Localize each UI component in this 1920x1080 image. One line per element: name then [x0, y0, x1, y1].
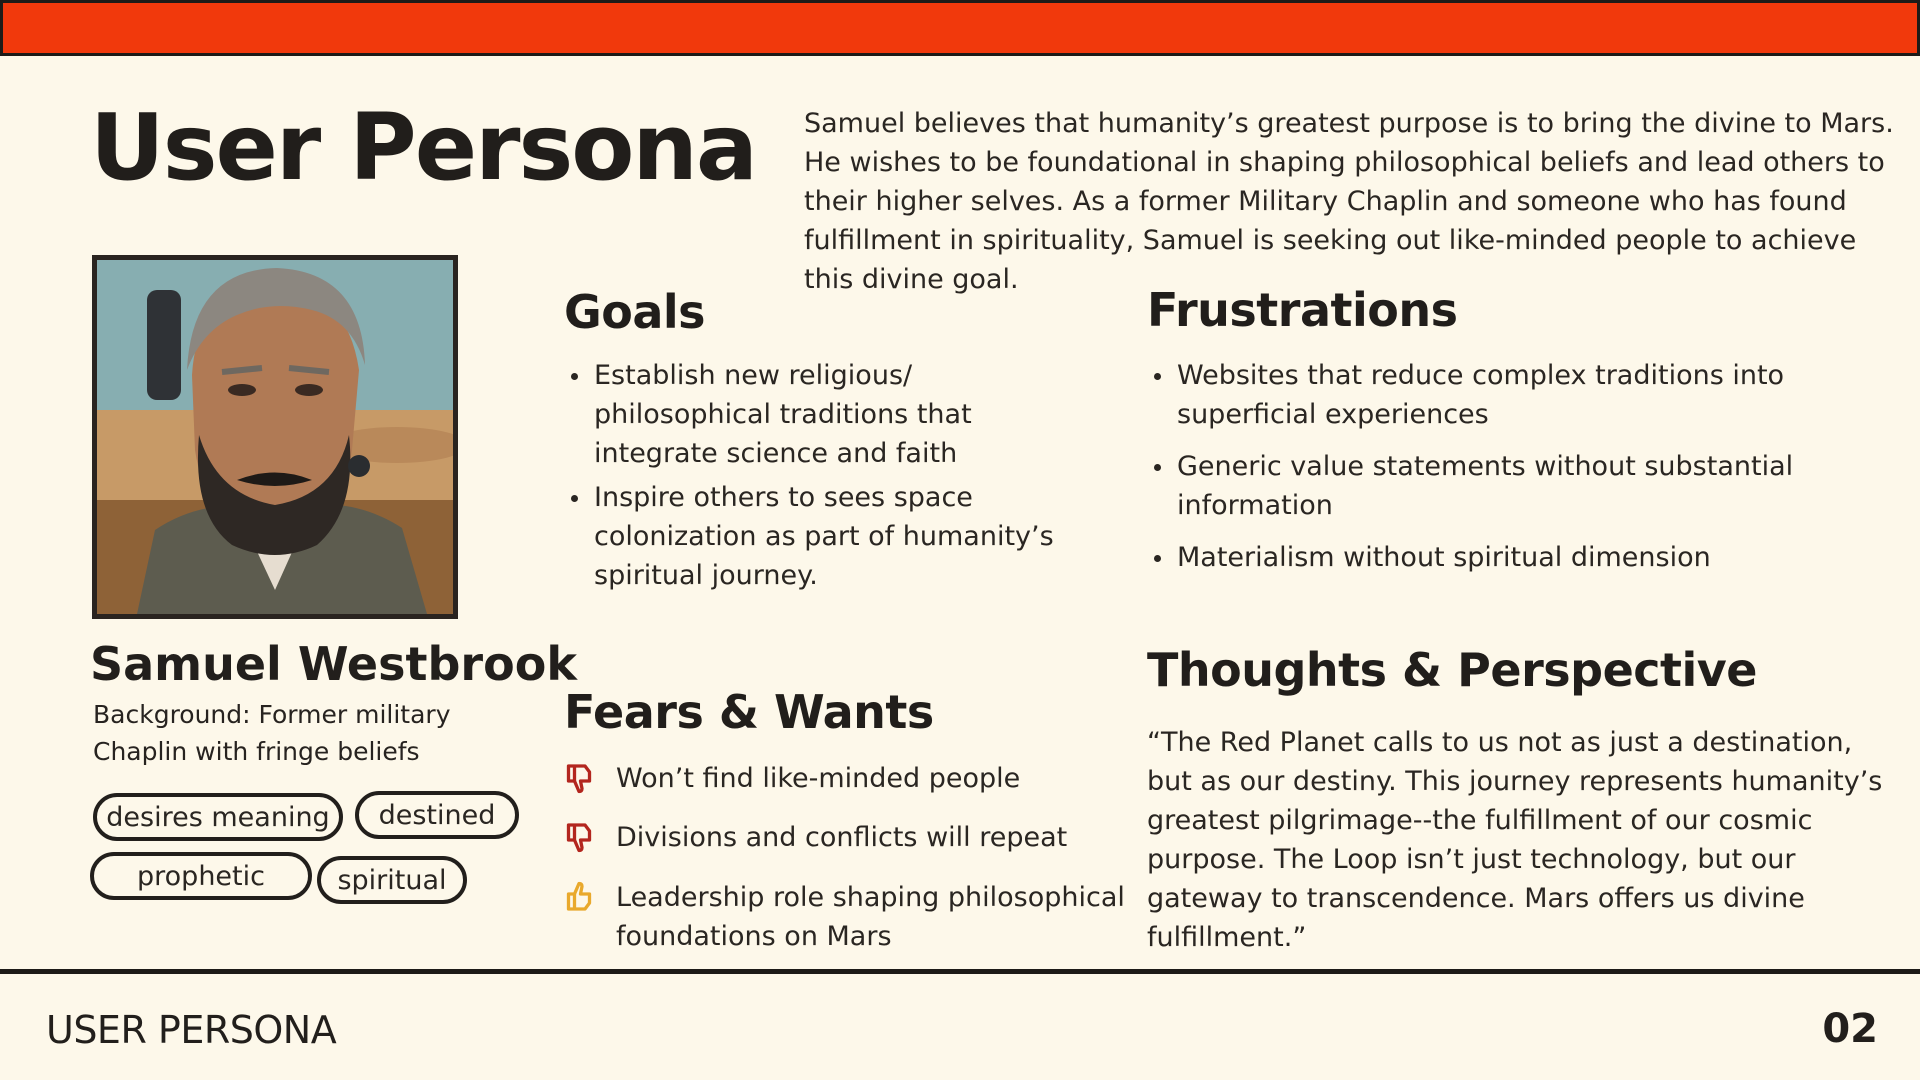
- tag-spiritual: spiritual: [317, 856, 467, 904]
- fear-item: [564, 759, 1124, 798]
- tag-desires-meaning: desires meaning: [93, 793, 343, 841]
- frustrations-heading: Frustrations: [1147, 283, 1458, 337]
- tag-destined: destined: [355, 791, 519, 839]
- goal-item: Inspire others to sees space colonization as part of humanity’s spiritual journey.: [564, 478, 1084, 595]
- thoughts-heading: Thoughts & Perspective: [1147, 643, 1757, 697]
- goals-heading: Goals: [564, 285, 706, 339]
- fear-text: Won’t find like-minded people: [616, 763, 1021, 794]
- thumbs-down-icon: [564, 760, 600, 796]
- persona-background: Background: Former military Chaplin with fringe beliefs: [93, 700, 451, 766]
- fear-text: Divisions and conflicts will repeat: [616, 822, 1068, 853]
- frustration-item: Generic value statements without substantial information: [1147, 447, 1847, 525]
- frustrations-list: [1147, 356, 1847, 577]
- goal-item: Establish new religious/ philosophical traditions that integrate science and faith: [564, 356, 1084, 473]
- persona-quote: “The Red Planet calls to us not as just a destination, but as our destiny. This journey represents humanity’s greatest pilgrimage--the fulfillment of our cosmic purpose. The Loop isn’t just technology, but our gateway to transcendence. Mars offers us divine fulfillment.”: [1147, 727, 1883, 953]
- goals-list: [564, 356, 1084, 595]
- thumbs-down-icon: [564, 819, 600, 855]
- footer-divider: [0, 969, 1920, 974]
- page-title: User Persona: [90, 94, 756, 201]
- footer-label: USER PERSONA: [46, 1008, 337, 1052]
- frustration-item: Websites that reduce complex traditions into superficial experiences: [1147, 356, 1847, 434]
- fear-item: [564, 818, 1124, 857]
- fears-wants-heading: Fears & Wants: [564, 685, 934, 739]
- persona-name: Samuel Westbrook: [90, 637, 577, 691]
- portrait-illustration: [97, 260, 453, 614]
- want-text: Leadership role shaping philosophical foundations on Mars: [616, 882, 1125, 952]
- top-accent-bar: [0, 0, 1920, 56]
- frustration-item: Materialism without spiritual dimension: [1147, 538, 1847, 577]
- thumbs-up-icon: [564, 879, 600, 915]
- persona-photo: [92, 255, 458, 619]
- tag-prophetic: prophetic: [90, 852, 312, 900]
- page-number: 02: [1822, 1006, 1878, 1052]
- persona-summary: Samuel believes that humanity’s greatest purpose is to bring the divine to Mars. He wishes to be foundational in shaping philosophical beliefs and lead others to their higher selves. As a former Military Chaplin and someone who has found fulfillment in spirituality, Samuel is seeking out like-minded people to achieve this divine goal.: [804, 108, 1894, 295]
- want-item: [564, 878, 1134, 956]
